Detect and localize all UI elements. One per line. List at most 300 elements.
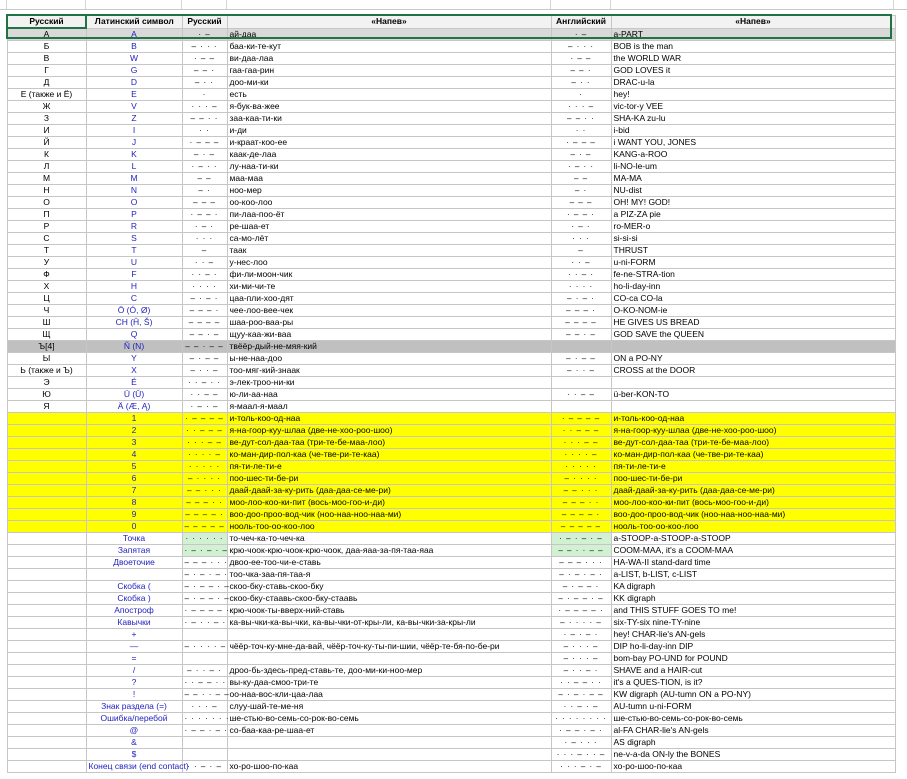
chant-ru-cell[interactable]: моо-лоо-коо-ки-пит (вось-моо-гоо-и-ди)	[227, 497, 551, 509]
ru-cell[interactable]: Й	[7, 137, 86, 149]
morse-en-cell[interactable]	[551, 401, 611, 413]
ru-cell[interactable]: Ф	[7, 269, 86, 281]
chant-en-cell[interactable]: it's a QUES-TION, is it?	[611, 677, 895, 689]
latin-cell[interactable]: &	[86, 737, 182, 749]
morse-ru-cell[interactable]: – – · – –	[182, 341, 227, 353]
ru-cell[interactable]: Б	[7, 41, 86, 53]
morse-en-cell[interactable]: · – · – · –	[551, 533, 611, 545]
latin-cell[interactable]: 0	[86, 521, 182, 533]
chant-ru-cell[interactable]	[227, 749, 551, 761]
chant-en-cell[interactable]: DRAC-u-la	[611, 77, 895, 89]
latin-cell[interactable]: ?	[86, 677, 182, 689]
latin-cell[interactable]: I	[86, 125, 182, 137]
morse-en-cell[interactable]: · – – · – ·	[551, 725, 611, 737]
ru-cell[interactable]: Ц	[7, 293, 86, 305]
chant-en-cell[interactable]: ше-стью-во-семь-со-рок-во-семь	[611, 713, 895, 725]
ru-cell[interactable]: Х	[7, 281, 86, 293]
latin-cell[interactable]: N	[86, 185, 182, 197]
latin-cell[interactable]: =	[86, 653, 182, 665]
latin-cell[interactable]: B	[86, 41, 182, 53]
ru-cell[interactable]	[7, 569, 86, 581]
morse-en-cell[interactable]: – · · · –	[551, 653, 611, 665]
morse-ru-cell[interactable]: – · ·	[182, 77, 227, 89]
latin-cell[interactable]: Кавычки	[86, 617, 182, 629]
morse-ru-cell[interactable]: · – – – –	[182, 413, 227, 425]
chant-ru-cell[interactable]: чее-лоо-вее-чек	[227, 305, 551, 317]
chant-ru-cell[interactable]: цаа-пли-хоо-дят	[227, 293, 551, 305]
latin-cell[interactable]: @	[86, 725, 182, 737]
chant-ru-cell[interactable]: и-толь-коо-од-наа	[227, 413, 551, 425]
morse-en-cell[interactable]: – · – ·	[551, 293, 611, 305]
latin-cell[interactable]: 5	[86, 461, 182, 473]
morse-ru-cell[interactable]: · · – –	[182, 389, 227, 401]
chant-ru-cell[interactable]: фи-ли-моон-чик	[227, 269, 551, 281]
ru-cell[interactable]: О	[7, 197, 86, 209]
ru-cell[interactable]	[7, 737, 86, 749]
chant-ru-cell[interactable]: тоо-мяг-кий-знаак	[227, 365, 551, 377]
latin-cell[interactable]: A	[86, 28, 182, 41]
chant-en-cell[interactable]: u-ni-FORM	[611, 257, 895, 269]
morse-ru-cell[interactable]: · – –	[182, 53, 227, 65]
header-cell[interactable]: «Напев»	[611, 15, 895, 28]
chant-en-cell[interactable]: THRUST	[611, 245, 895, 257]
chant-en-cell[interactable]	[611, 341, 895, 353]
morse-ru-cell[interactable]: · · ·	[182, 233, 227, 245]
chant-ru-cell[interactable]: ю-ли-аа-наа	[227, 389, 551, 401]
morse-ru-cell[interactable]: – · – – · –	[182, 593, 227, 605]
latin-cell[interactable]	[86, 569, 182, 581]
ru-cell[interactable]: Ч	[7, 305, 86, 317]
morse-en-cell[interactable]: · · · – · · –	[551, 749, 611, 761]
morse-ru-cell[interactable]: · · · · ·	[182, 461, 227, 473]
chant-en-cell[interactable]: CROSS at the DOOR	[611, 365, 895, 377]
morse-ru-cell[interactable]: – · – · – ·	[182, 569, 227, 581]
latin-cell[interactable]: 4	[86, 449, 182, 461]
latin-cell[interactable]: $	[86, 749, 182, 761]
chant-en-cell[interactable]: ве-дут-сол-даа-таа (три-те-бе-маа-лоо)	[611, 437, 895, 449]
latin-cell[interactable]: 3	[86, 437, 182, 449]
chant-ru-cell[interactable]: нооль-тоо-оо-коо-лоо	[227, 521, 551, 533]
ru-cell[interactable]: И	[7, 125, 86, 137]
morse-en-cell[interactable]: – · – · – ·	[551, 569, 611, 581]
ru-cell[interactable]	[7, 713, 86, 725]
chant-en-cell[interactable]: ко-ман-дир-пол-каа (че-тве-ри-те-каа)	[611, 449, 895, 461]
ru-cell[interactable]: Н	[7, 185, 86, 197]
chant-en-cell[interactable]: я-на-гоор-куу-шлаа (две-не-хоо-роо-шоо)	[611, 425, 895, 437]
chant-ru-cell[interactable]: оо-коо-лоо	[227, 197, 551, 209]
morse-ru-cell[interactable]: – ·	[182, 185, 227, 197]
morse-en-cell[interactable]: – – ·	[551, 65, 611, 77]
morse-ru-cell[interactable]: · · · · –	[182, 449, 227, 461]
ru-cell[interactable]: Р	[7, 221, 86, 233]
latin-cell[interactable]: Скобка )	[86, 593, 182, 605]
morse-en-cell[interactable]: – · ·	[551, 77, 611, 89]
header-cell[interactable]: Английский	[551, 15, 611, 28]
morse-ru-cell[interactable]: –	[182, 245, 227, 257]
ru-cell[interactable]: Я	[7, 401, 86, 413]
ru-cell[interactable]	[7, 437, 86, 449]
ru-cell[interactable]	[7, 653, 86, 665]
chant-en-cell[interactable]: моо-лоо-коо-ки-пит (вось-моо-гоо-и-ди)	[611, 497, 895, 509]
morse-ru-cell[interactable]: – · · · · –	[182, 641, 227, 653]
latin-cell[interactable]: Ü (Ŭ)	[86, 389, 182, 401]
chant-ru-cell[interactable]: э-лек-троо-ни-ки	[227, 377, 551, 389]
chant-en-cell[interactable]: O-KO-NOM-ie	[611, 305, 895, 317]
morse-en-cell[interactable]: – · · · · –	[551, 617, 611, 629]
morse-en-cell[interactable]: – – – · ·	[551, 497, 611, 509]
chant-ru-cell[interactable]	[227, 737, 551, 749]
morse-ru-cell[interactable]: – · – – · –	[182, 581, 227, 593]
morse-ru-cell[interactable]: – · –	[182, 149, 227, 161]
chant-en-cell[interactable]: HE GIVES US BREAD	[611, 317, 895, 329]
latin-cell[interactable]: 9	[86, 509, 182, 521]
morse-en-cell[interactable]: · · · · · · · ·	[551, 713, 611, 725]
chant-en-cell[interactable]: ne-v-a-da ON-ly the BONES	[611, 749, 895, 761]
chant-ru-cell[interactable]: крю-чоок-крю-чоок-крю-чоок, даа-яаа-за-пя-таа-яаа	[227, 545, 551, 557]
morse-en-cell[interactable]: · · – · –	[551, 701, 611, 713]
morse-ru-cell[interactable]	[182, 653, 227, 665]
ru-cell[interactable]: Т	[7, 245, 86, 257]
chant-ru-cell[interactable]: скоо-бку-стаавь-скоо-бку-стаавь	[227, 593, 551, 605]
chant-ru-cell[interactable]: со-баа-каа-ре-шаа-ет	[227, 725, 551, 737]
morse-en-cell[interactable]: · – ·	[551, 221, 611, 233]
chant-ru-cell[interactable]: оо-наа-вос-кли-цаа-лаа	[227, 689, 551, 701]
chant-ru-cell[interactable]: и-ди	[227, 125, 551, 137]
ru-cell[interactable]: Д	[7, 77, 86, 89]
morse-en-cell[interactable]: – · – –	[551, 353, 611, 365]
chant-ru-cell[interactable]: пя-ти-ле-ти-е	[227, 461, 551, 473]
morse-en-cell[interactable]: · · · · –	[551, 449, 611, 461]
morse-ru-cell[interactable]: · – – ·	[182, 209, 227, 221]
morse-ru-cell[interactable]: · · – · –	[182, 761, 227, 773]
chant-en-cell[interactable]: al-FA CHAR-lie's AN-gels	[611, 725, 895, 737]
chant-en-cell[interactable]: GOD SAVE the QUEEN	[611, 329, 895, 341]
ru-cell[interactable]: Л	[7, 161, 86, 173]
ru-cell[interactable]	[7, 641, 86, 653]
morse-ru-cell[interactable]: · – · · – ·	[182, 617, 227, 629]
ru-cell[interactable]	[7, 425, 86, 437]
chant-ru-cell[interactable]: ше-стью-во-семь-со-рок-во-семь	[227, 713, 551, 725]
morse-ru-cell[interactable]: – · · –	[182, 365, 227, 377]
latin-cell[interactable]: X	[86, 365, 182, 377]
morse-en-cell[interactable]: – · · –	[551, 365, 611, 377]
latin-cell[interactable]: P	[86, 209, 182, 221]
ru-cell[interactable]: К	[7, 149, 86, 161]
chant-ru-cell[interactable]: вы-ку-даа-смоо-три-те	[227, 677, 551, 689]
morse-en-cell[interactable]: · · – – · ·	[551, 677, 611, 689]
morse-en-cell[interactable]: – – · · – –	[551, 545, 611, 557]
ru-cell[interactable]	[7, 509, 86, 521]
chant-en-cell[interactable]: HA-WA-II stand-dard time	[611, 557, 895, 569]
morse-ru-cell[interactable]: · · · · · · · ·	[182, 713, 227, 725]
chant-en-cell[interactable]: поо-шес-ти-бе-ри	[611, 473, 895, 485]
latin-cell[interactable]: Конец связи (end contact)	[86, 761, 182, 773]
header-cell[interactable]: Русский	[7, 15, 86, 28]
chant-ru-cell[interactable]	[227, 629, 551, 641]
ru-cell[interactable]: Ш	[7, 317, 86, 329]
ru-cell[interactable]: Щ	[7, 329, 86, 341]
morse-en-cell[interactable]: · – –	[551, 53, 611, 65]
ru-cell[interactable]	[7, 725, 86, 737]
chant-en-cell[interactable]: ho-li-day-inn	[611, 281, 895, 293]
latin-cell[interactable]: CH (Ĥ, Š)	[86, 317, 182, 329]
ru-cell[interactable]	[7, 593, 86, 605]
ru-cell[interactable]: Ы	[7, 353, 86, 365]
latin-cell[interactable]: G	[86, 65, 182, 77]
morse-en-cell[interactable]	[551, 377, 611, 389]
morse-ru-cell[interactable]: – – – – ·	[182, 509, 227, 521]
morse-ru-cell[interactable]: – – · · ·	[182, 485, 227, 497]
morse-en-cell[interactable]: – · – · – –	[551, 689, 611, 701]
morse-en-cell[interactable]: – – · · ·	[551, 485, 611, 497]
morse-en-cell[interactable]: – – – –	[551, 317, 611, 329]
morse-en-cell[interactable]: · · · ·	[551, 281, 611, 293]
chant-en-cell[interactable]: SHAVE and a HAIR-cut	[611, 665, 895, 677]
latin-cell[interactable]: Апостроф	[86, 605, 182, 617]
morse-ru-cell[interactable]: – – – – –	[182, 521, 227, 533]
morse-en-cell[interactable]: · · · –	[551, 101, 611, 113]
morse-en-cell[interactable]: – – – – ·	[551, 509, 611, 521]
morse-en-cell[interactable]: · · – –	[551, 389, 611, 401]
chant-en-cell[interactable]: AS digraph	[611, 737, 895, 749]
morse-ru-cell[interactable]: · · – · ·	[182, 377, 227, 389]
latin-cell[interactable]: É	[86, 377, 182, 389]
chant-en-cell[interactable]: the WORLD WAR	[611, 53, 895, 65]
morse-ru-cell[interactable]: – – · –	[182, 329, 227, 341]
latin-cell[interactable]: Двоеточие	[86, 557, 182, 569]
morse-ru-cell[interactable]: · · –	[182, 257, 227, 269]
morse-ru-cell[interactable]: · · · · · ·	[182, 533, 227, 545]
morse-en-cell[interactable]: – · – – ·	[551, 581, 611, 593]
latin-cell[interactable]: 2	[86, 425, 182, 437]
chant-ru-cell[interactable]: баа-ки-те-кут	[227, 41, 551, 53]
chant-ru-cell[interactable]: воо-доо-проо-вод-чик (ноо-наа-ноо-наа-ми)	[227, 509, 551, 521]
ru-cell[interactable]: Э	[7, 377, 86, 389]
latin-cell[interactable]: +	[86, 629, 182, 641]
chant-en-cell[interactable]: ü-ber-KON-TO	[611, 389, 895, 401]
morse-ru-cell[interactable]: · – ·	[182, 221, 227, 233]
morse-en-cell[interactable]: ·	[551, 89, 611, 101]
chant-en-cell[interactable]: NU-dist	[611, 185, 895, 197]
chant-en-cell[interactable]: a-STOOP-a-STOOP-a-STOOP	[611, 533, 895, 545]
morse-ru-cell[interactable]	[182, 629, 227, 641]
morse-en-cell[interactable]: · – · · ·	[551, 737, 611, 749]
latin-cell[interactable]: H	[86, 281, 182, 293]
chant-ru-cell[interactable]: крю-чоок-ты-вверх-ний-ставь	[227, 605, 551, 617]
chant-ru-cell[interactable]: поо-шес-ти-бе-ри	[227, 473, 551, 485]
chant-en-cell[interactable]: a-LIST, b-LIST, c-LIST	[611, 569, 895, 581]
chant-ru-cell[interactable]: ко-ман-дир-пол-каа (че-тве-ри-те-каа)	[227, 449, 551, 461]
latin-cell[interactable]: Ö (Ó, Ø)	[86, 305, 182, 317]
latin-cell[interactable]: Y	[86, 353, 182, 365]
morse-ru-cell[interactable]: – · · · ·	[182, 473, 227, 485]
morse-ru-cell[interactable]: – – · ·	[182, 113, 227, 125]
latin-cell[interactable]: 1	[86, 413, 182, 425]
latin-cell[interactable]: Q	[86, 329, 182, 341]
morse-ru-cell[interactable]: – · – –	[182, 353, 227, 365]
chant-ru-cell[interactable]: ы-не-наа-доо	[227, 353, 551, 365]
morse-en-cell[interactable]: – · · – ·	[551, 665, 611, 677]
latin-cell[interactable]: M	[86, 173, 182, 185]
ru-cell[interactable]: А	[7, 28, 86, 41]
latin-cell[interactable]: /	[86, 665, 182, 677]
chant-en-cell[interactable]: пя-ти-ле-ти-е	[611, 461, 895, 473]
chant-ru-cell[interactable]: са-мо-лёт	[227, 233, 551, 245]
chant-en-cell[interactable]: and THIS STUFF GOES TO me!	[611, 605, 895, 617]
chant-en-cell[interactable]: нооль-тоо-оо-коо-лоо	[611, 521, 895, 533]
ru-cell[interactable]: С	[7, 233, 86, 245]
ru-cell[interactable]	[7, 617, 86, 629]
header-cell[interactable]: Латинский символ	[86, 15, 182, 28]
latin-cell[interactable]: V	[86, 101, 182, 113]
morse-en-cell[interactable]: · · –	[551, 257, 611, 269]
latin-cell[interactable]: Скобка (	[86, 581, 182, 593]
chant-en-cell[interactable]: и-толь-коо-од-наа	[611, 413, 895, 425]
ru-cell[interactable]	[7, 485, 86, 497]
ru-cell[interactable]	[7, 521, 86, 533]
morse-ru-cell[interactable]: – – – · · ·	[182, 557, 227, 569]
chant-ru-cell[interactable]: щуу-каа-жи-ваа	[227, 329, 551, 341]
morse-en-cell[interactable]: – · · · ·	[551, 473, 611, 485]
chant-ru-cell[interactable]: то-чеч-ка-то-чеч-ка	[227, 533, 551, 545]
ru-cell[interactable]	[7, 761, 86, 773]
chant-en-cell[interactable]: хо-ро-шоо-по-каа	[611, 761, 895, 773]
morse-en-cell[interactable]: – ·	[551, 185, 611, 197]
chant-en-cell[interactable]	[611, 401, 895, 413]
latin-cell[interactable]: T	[86, 245, 182, 257]
morse-en-cell[interactable]: · · – – –	[551, 425, 611, 437]
chant-en-cell[interactable]: DIP ho-li-day-inn DIP	[611, 641, 895, 653]
morse-en-cell[interactable]: – · – – · –	[551, 593, 611, 605]
chant-en-cell[interactable]: vic-tor-y VEE	[611, 101, 895, 113]
chant-en-cell[interactable]: li-NO-le-um	[611, 161, 895, 173]
latin-cell[interactable]: K	[86, 149, 182, 161]
morse-ru-cell[interactable]: · · – ·	[182, 269, 227, 281]
latin-cell[interactable]: !	[86, 689, 182, 701]
chant-en-cell[interactable]: i-bid	[611, 125, 895, 137]
chant-en-cell[interactable]: BOB is the man	[611, 41, 895, 53]
latin-cell[interactable]: 7	[86, 485, 182, 497]
morse-ru-cell[interactable]: · · – – · ·	[182, 677, 227, 689]
chant-ru-cell[interactable]: дроо-бь-здесь-пред-ставь-те, доо-ми-ки-ноо-мер	[227, 665, 551, 677]
chant-en-cell[interactable]: MA-MA	[611, 173, 895, 185]
chant-ru-cell[interactable]: ноо-мер	[227, 185, 551, 197]
morse-ru-cell[interactable]: · · – – –	[182, 425, 227, 437]
morse-en-cell[interactable]: · · – ·	[551, 269, 611, 281]
latin-cell[interactable]: R	[86, 221, 182, 233]
morse-ru-cell[interactable]: – –	[182, 173, 227, 185]
morse-en-cell[interactable]: · · · – · –	[551, 761, 611, 773]
latin-cell[interactable]: 6	[86, 473, 182, 485]
chant-ru-cell[interactable]: гаа-гаа-рин	[227, 65, 551, 77]
ru-cell[interactable]: Г	[7, 65, 86, 77]
chant-ru-cell[interactable]: скоо-бку-ставь-скоо-бку	[227, 581, 551, 593]
ru-cell[interactable]	[7, 473, 86, 485]
ru-cell[interactable]: Ю	[7, 389, 86, 401]
chant-ru-cell[interactable]: и-краат-коо-ее	[227, 137, 551, 149]
latin-cell[interactable]: Знак раздела (=)	[86, 701, 182, 713]
latin-cell[interactable]: Z	[86, 113, 182, 125]
morse-en-cell[interactable]: – · · ·	[551, 41, 611, 53]
header-cell[interactable]: «Напев»	[227, 15, 551, 28]
chant-en-cell[interactable]: CO-ca CO-la	[611, 293, 895, 305]
latin-cell[interactable]: S	[86, 233, 182, 245]
chant-en-cell[interactable]: GOD LOVES it	[611, 65, 895, 77]
morse-ru-cell[interactable]: · · · – –	[182, 437, 227, 449]
chant-en-cell[interactable]: KANG-a-ROO	[611, 149, 895, 161]
chant-ru-cell[interactable]: пи-лаа-поо-ёт	[227, 209, 551, 221]
ru-cell[interactable]	[7, 545, 86, 557]
morse-ru-cell[interactable]: · · · –	[182, 701, 227, 713]
chant-ru-cell[interactable]: ре-шаа-ет	[227, 221, 551, 233]
morse-en-cell[interactable]	[551, 341, 611, 353]
latin-cell[interactable]: D	[86, 77, 182, 89]
ru-cell[interactable]: М	[7, 173, 86, 185]
chant-en-cell[interactable]: SHA-KA zu-lu	[611, 113, 895, 125]
chant-ru-cell[interactable]: у-нес-лоо	[227, 257, 551, 269]
chant-ru-cell[interactable]: ка-вы-чки-ка-вы-чки, ка-вы-чки-от-кры-ли, ка-вы-чки-за-кры-ли	[227, 617, 551, 629]
chant-en-cell[interactable]: si-si-si	[611, 233, 895, 245]
chant-ru-cell[interactable]: слуу-шай-те-ме-ня	[227, 701, 551, 713]
chant-ru-cell[interactable]: чёёр-точ-ку-мне-да-вай, чёёр-точ-ку-ты-пи-шии, чёёр-те-бя-по-бе-ри	[227, 641, 551, 653]
chant-en-cell[interactable]: six-TY-six nine-TY-nine	[611, 617, 895, 629]
chant-ru-cell[interactable]: лу-наа-ти-ки	[227, 161, 551, 173]
chant-en-cell[interactable]: hey!	[611, 89, 895, 101]
ru-cell[interactable]: В	[7, 53, 86, 65]
chant-en-cell[interactable]: даай-даай-за-ку-рить (даа-даа-се-ме-ри)	[611, 485, 895, 497]
chant-en-cell[interactable]: i WANT YOU, JONES	[611, 137, 895, 149]
ru-cell[interactable]	[7, 665, 86, 677]
chant-en-cell[interactable]: ON a PO-NY	[611, 353, 895, 365]
latin-cell[interactable]: Запятая	[86, 545, 182, 557]
latin-cell[interactable]: Ñ (N)	[86, 341, 182, 353]
morse-en-cell[interactable]: · – – –	[551, 137, 611, 149]
ru-cell[interactable]	[7, 413, 86, 425]
ru-cell[interactable]	[7, 497, 86, 509]
ru-cell[interactable]: П	[7, 209, 86, 221]
morse-ru-cell[interactable]: · – – · – ·	[182, 725, 227, 737]
chant-ru-cell[interactable]: двоо-ее-тоо-чи-е-ставь	[227, 557, 551, 569]
chant-ru-cell[interactable]: хи-ми-чи-те	[227, 281, 551, 293]
ru-cell[interactable]	[7, 533, 86, 545]
morse-ru-cell[interactable]: ·	[182, 89, 227, 101]
chant-en-cell[interactable]: KA digraph	[611, 581, 895, 593]
chant-en-cell[interactable]: KW digraph (AU-tumn ON a PO-NY)	[611, 689, 895, 701]
morse-en-cell[interactable]: – – · –	[551, 329, 611, 341]
morse-en-cell[interactable]: – · –	[551, 149, 611, 161]
ru-cell[interactable]	[7, 557, 86, 569]
morse-en-cell[interactable]: – – – · · ·	[551, 557, 611, 569]
chant-en-cell[interactable]: KK digraph	[611, 593, 895, 605]
chant-ru-cell[interactable]: твёёр-дый-не-мяя-кий	[227, 341, 551, 353]
ru-cell[interactable]	[7, 605, 86, 617]
chant-ru-cell[interactable]: хо-ро-шоо-по-каа	[227, 761, 551, 773]
ru-cell[interactable]	[7, 749, 86, 761]
chant-en-cell[interactable]: bom-bay PO-UND for POUND	[611, 653, 895, 665]
chant-ru-cell[interactable]: каак-де-лаа	[227, 149, 551, 161]
ru-cell[interactable]	[7, 701, 86, 713]
morse-ru-cell[interactable]: · – – –	[182, 137, 227, 149]
morse-en-cell[interactable]: · – – – –	[551, 413, 611, 425]
ru-cell[interactable]	[7, 581, 86, 593]
morse-ru-cell[interactable]: · – · –	[182, 401, 227, 413]
morse-en-cell[interactable]: – –	[551, 173, 611, 185]
ru-cell[interactable]: Е (также и Ё)	[7, 89, 86, 101]
ru-cell[interactable]: Ж	[7, 101, 86, 113]
chant-en-cell[interactable]	[611, 377, 895, 389]
morse-en-cell[interactable]: – – – – –	[551, 521, 611, 533]
morse-ru-cell[interactable]: – – – –	[182, 317, 227, 329]
